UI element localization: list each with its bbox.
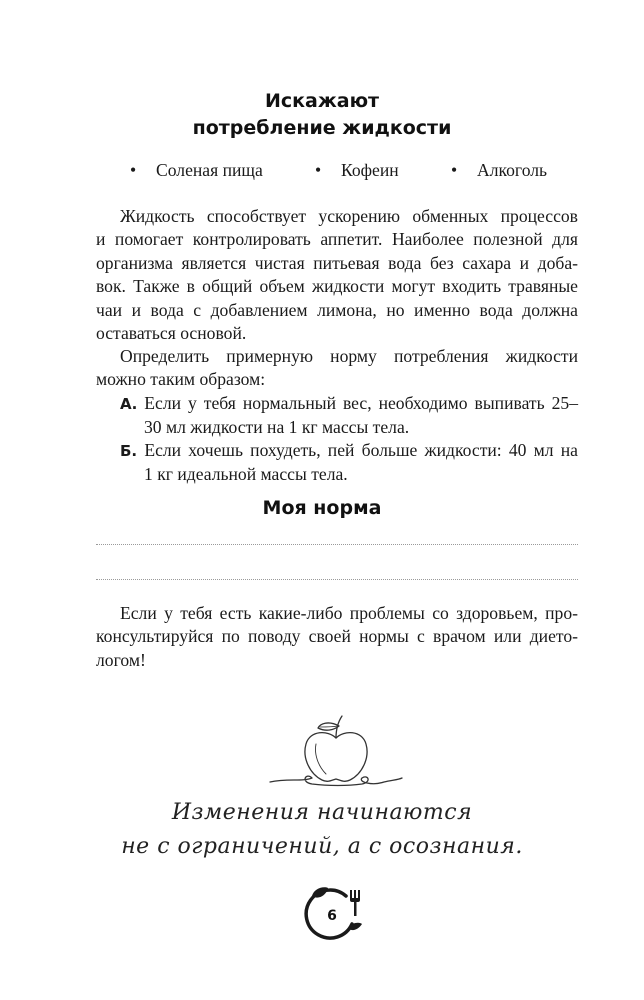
write-in-line bbox=[96, 544, 578, 545]
bullet-list bbox=[0, 159, 644, 183]
text-line: Если у тебя есть какие-либо проблемы со здоровьем, про- bbox=[120, 603, 578, 623]
list-item-b bbox=[120, 439, 578, 487]
text-line: Определить примерную норму потребления жидкости bbox=[120, 346, 578, 366]
paragraph-intro bbox=[96, 205, 578, 345]
text-line: вок. Также в общий объем жидкости могут входить травяные bbox=[96, 276, 578, 297]
section-heading: Моя норма bbox=[262, 497, 382, 519]
apple-illustration-icon bbox=[268, 712, 404, 792]
text-line: чаи и вода с добавлением лимона, но именно вода должна bbox=[96, 299, 578, 320]
heading-line-1: Искажают bbox=[264, 90, 380, 112]
write-in-line bbox=[96, 579, 578, 580]
text-line: логом! bbox=[96, 649, 146, 670]
text-line: консультируйся по поводу своей нормы с врачом или дието- bbox=[96, 626, 578, 647]
list-marker: А. bbox=[120, 395, 138, 413]
bullet-item bbox=[315, 159, 399, 182]
text-line: Жидкость способствует ускорению обменных процессов bbox=[120, 206, 578, 226]
bullet-text: Кофеин bbox=[341, 160, 399, 180]
text-line: 1 кг идеальной массы тела. bbox=[144, 464, 348, 485]
text-line: 30 мл жидкости на 1 кг массы тела. bbox=[144, 417, 410, 438]
bullet-item bbox=[130, 159, 263, 182]
bullet-dot: • bbox=[315, 160, 322, 180]
heading-line-2: потребление жидкости bbox=[192, 117, 452, 139]
text-line: Если у тебя нормальный вес, необходимо выпивать 25– bbox=[144, 393, 578, 413]
paragraph-norm bbox=[96, 345, 578, 392]
quote-line-2: не с ограничений, а с осознания. bbox=[121, 834, 523, 859]
list-marker: Б. bbox=[120, 442, 138, 460]
text-line: Если хочешь похудеть, пей больше жидкости: 40 мл на bbox=[144, 440, 578, 460]
text-line: и помогает контролировать аппетит. Наиболее полезной для bbox=[96, 229, 578, 250]
page-number: 6 bbox=[327, 908, 337, 924]
bullet-dot: • bbox=[130, 160, 137, 180]
bullet-text: Соленая пища bbox=[156, 160, 263, 180]
paragraph-advice bbox=[96, 602, 578, 672]
list-item-a bbox=[120, 392, 578, 440]
bullet-dot: • bbox=[451, 160, 458, 180]
bullet-text: Алкоголь bbox=[477, 160, 548, 180]
page-number-emblem bbox=[300, 884, 364, 948]
text-line: можно таким образом: bbox=[96, 369, 266, 390]
quote-line-1: Изменения начинаются bbox=[171, 800, 473, 825]
text-line: организма является чистая питьевая вода без сахара и доба- bbox=[96, 252, 578, 273]
text-line: оставаться основой. bbox=[96, 323, 247, 344]
bullet-item bbox=[451, 159, 547, 182]
